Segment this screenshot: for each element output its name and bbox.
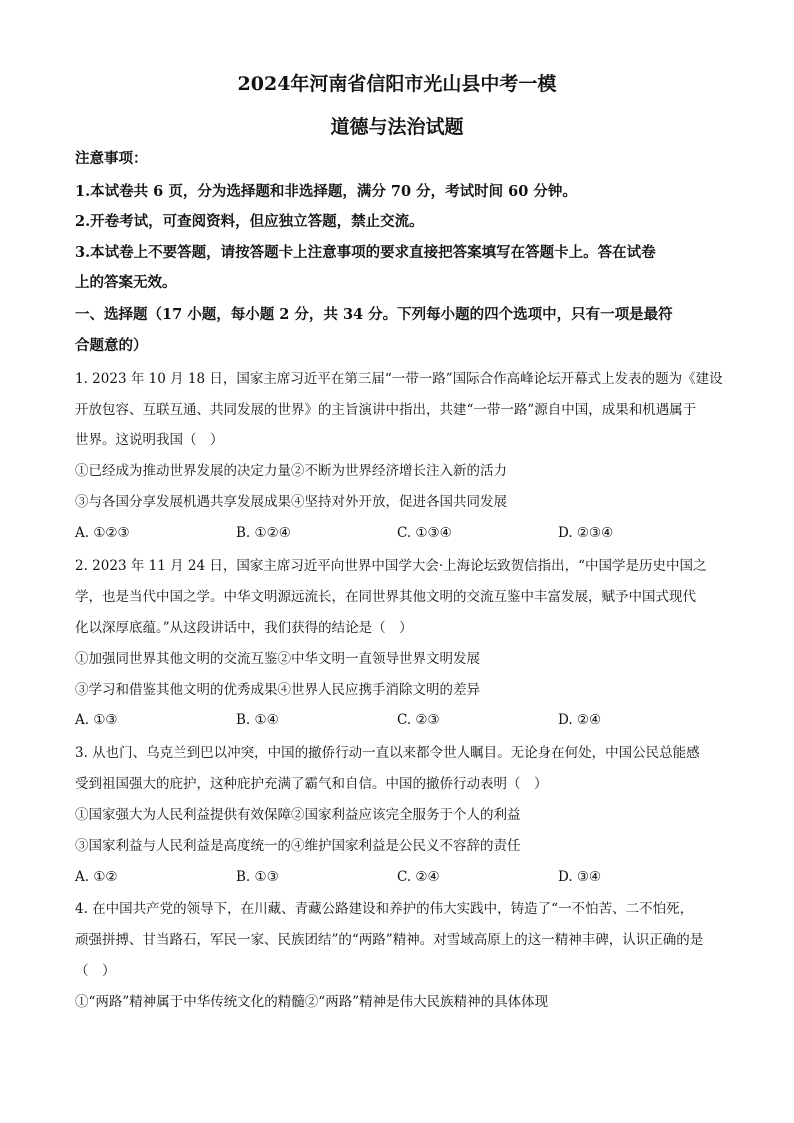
question-3-option-d: D. ③④: [558, 869, 602, 885]
question-2-option-a: A. ①③: [75, 712, 118, 728]
exam-title: 2024年河南省信阳市光山县中考一模: [237, 73, 557, 95]
question-4-statements-a: ①“两路”精神属于中华传统文化的精髓②“两路”精神是伟大民族精神的具体体现: [75, 994, 549, 1010]
question-1-statements-a: ①已经成为推动世界发展的决定力量②不断为世界经济增长注入新的活力: [75, 463, 507, 479]
question-3-statements-a: ①国家强大为人民利益提供有效保障②国家利益应该完全服务于个人的利益: [75, 807, 521, 823]
question-3-option-b: B. ①③: [236, 869, 279, 885]
question-3-option-a: A. ①②: [75, 869, 118, 885]
section-heading: 一、选择题（17 小题，每小题 2 分，共 34 分。下列每小题的四个选项中，只有一项是最符: [75, 306, 673, 323]
question-2-line-3: 化以深厚底蕴。”从这段讲话中，我们获得的结论是（ ）: [75, 620, 413, 636]
question-2-line-2: 学，也是当代中国之学。中华文明源远流长，在同世界其他文明的交流互鉴中丰富发展，赋予中国式现代: [75, 589, 696, 605]
question-2-option-c: C. ②③: [397, 712, 440, 728]
question-1-line-2: 开放包容、互联互通、共同发展的世界》的主旨演讲中指出，共建“一带一路”源自中国，成果和机遇属于: [75, 402, 697, 418]
notice-item-3: 3.本试卷上不要答题，请按答题卡上注意事项的要求直接把答案填写在答题卡上。答在试卷: [75, 244, 656, 261]
question-1-option-b: B. ①②④: [236, 525, 291, 541]
question-1-line-1: 1. 2023 年 10 月 18 日，国家主席习近平在第三届“一带一路”国际合作高峰论坛开幕式上发表的题为《建设: [75, 371, 723, 387]
question-2-statements-a: ①加强同世界其他文明的交流互鉴②中华文明一直领导世界文明发展: [75, 651, 480, 667]
notice-heading: 注意事项：: [75, 150, 148, 167]
question-4-line-3: （ ）: [75, 963, 116, 979]
question-1-option-d: D. ②③④: [558, 525, 614, 541]
question-2-option-d: D. ②④: [558, 712, 602, 728]
question-4-line-2: 顽强拼搏、甘当路石，军民一家、民族团结”的“两路”精神。对雪域高原上的这一精神丰碑，认识正确的是: [75, 932, 704, 948]
question-1-statements-b: ③与各国分享发展机遇共享发展成果④坚持对外开放，促进各国共同发展: [75, 494, 507, 510]
notice-item-3-cont: 上的答案无效。: [75, 274, 177, 291]
notice-item-1: 1.本试卷共 6 页，分为选择题和非选择题，满分 70 分，考试时间 60 分钟。: [75, 183, 577, 200]
question-3-option-c: C. ②④: [397, 869, 440, 885]
question-2-line-1: 2. 2023 年 11 月 24 日，国家主席习近平向世界中国学大会·上海论坛致贺信指出，“中国学是历史中国之: [75, 558, 707, 574]
question-3-statements-b: ③国家利益与人民利益是高度统一的④维护国家利益是公民义不容辞的责任: [75, 838, 521, 854]
question-4-line-1: 4. 在中国共产党的领导下，在川藏、青藏公路建设和养护的伟大实践中，铸造了“一不怕苦、二不怕死，: [75, 901, 694, 917]
question-1-line-3: 世界。这说明我国（ ）: [75, 432, 224, 448]
notice-item-2: 2.开卷考试，可查阅资料，但应独立答题，禁止交流。: [75, 213, 424, 230]
question-2-option-b: B. ①④: [236, 712, 279, 728]
section-heading-cont: 合题意的）: [75, 337, 148, 354]
question-1-option-c: C. ①③④: [397, 525, 452, 541]
question-3-line-1: 3. 从也门、乌克兰到巴以冲突，中国的撤侨行动一直以来都令世人瞩目。无论身在何处，中国公民总能感: [75, 745, 700, 761]
question-3-line-2: 受到祖国强大的庇护，这种庇护充满了霸气和自信。中国的撤侨行动表明（ ）: [75, 776, 548, 792]
question-1-option-a: A. ①②③: [75, 525, 130, 541]
question-2-statements-b: ③学习和借鉴其他文明的优秀成果④世界人民应携手消除文明的差异: [75, 682, 480, 698]
exam-subtitle: 道德与法治试题: [330, 116, 464, 138]
